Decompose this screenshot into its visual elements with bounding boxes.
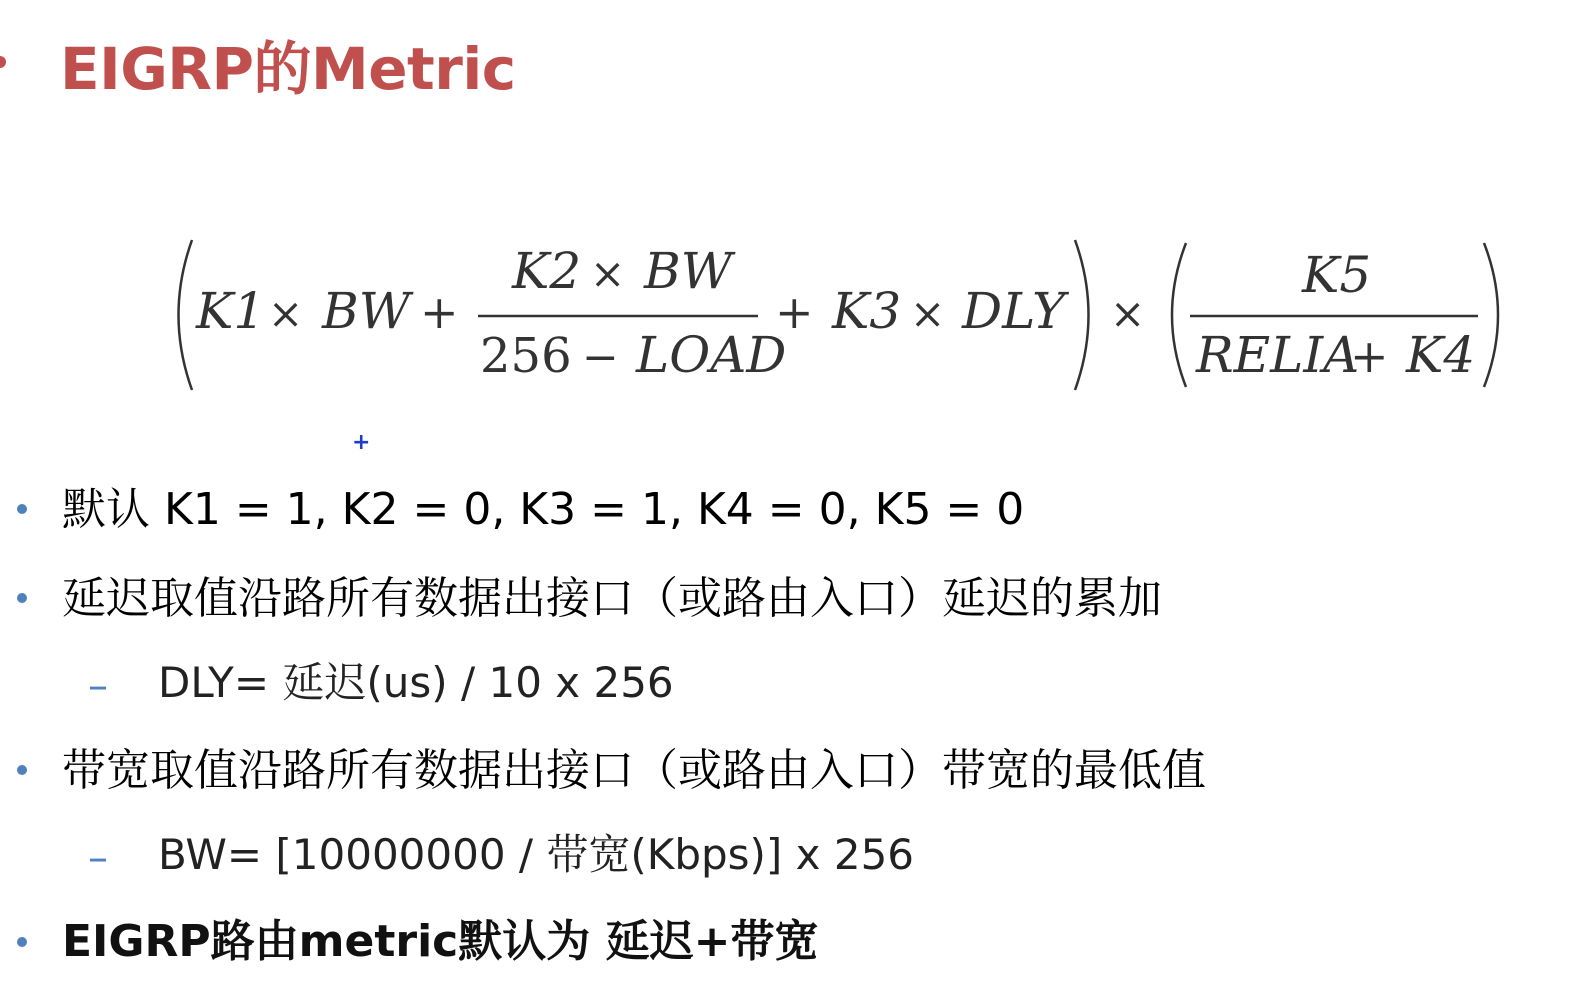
plus-1: + xyxy=(420,285,459,339)
bullet-dot-1 xyxy=(17,504,27,514)
minus-1: − xyxy=(582,332,619,383)
term-k3: K3 xyxy=(832,282,902,340)
bullet-bandwidth-desc: 带宽取值沿路所有数据出接口（或路由入口）带宽的最低值 xyxy=(62,745,1206,796)
times-1: × xyxy=(268,289,304,338)
plus-3: + xyxy=(1350,329,1389,383)
num-k2: K2 xyxy=(512,242,582,300)
sub-dash-1: – xyxy=(88,663,108,709)
sub-dly-formula: DLY= 延迟(us) / 10 x 256 xyxy=(158,658,674,707)
num-k5: K5 xyxy=(1302,246,1372,304)
bullet-dot-3 xyxy=(17,765,27,775)
bullet-default-k: 默认 K1 = 1, K2 = 0, K3 = 1, K4 = 0, K5 = 0 xyxy=(62,484,1025,535)
bullet-default-metric: EIGRP路由metric默认为 延迟+带宽 xyxy=(62,916,819,967)
slide-title: EIGRP的Metric xyxy=(60,35,516,103)
term-dly: DLY xyxy=(962,282,1066,340)
sub-dash-2: – xyxy=(88,835,108,881)
sub-bw-formula: BW= [10000000 / 带宽(Kbps)] x 256 xyxy=(158,830,915,879)
right-paren-2 xyxy=(1484,243,1498,387)
plus-2: + xyxy=(775,285,814,339)
den-256: 256 xyxy=(480,328,572,384)
den-k4: K4 xyxy=(1406,326,1476,384)
bullet-dot-4 xyxy=(17,937,27,947)
metric-formula xyxy=(0,0,1584,420)
left-paren-1 xyxy=(179,240,193,390)
num-bw: BW xyxy=(644,242,733,300)
times-3: × xyxy=(910,289,946,338)
times-2: × xyxy=(590,249,626,298)
den-load: LOAD xyxy=(636,326,787,384)
den-relia: RELIA xyxy=(1196,326,1360,384)
term-bw: BW xyxy=(322,282,411,340)
term-k1: K1 xyxy=(196,282,266,340)
times-4: × xyxy=(1110,289,1146,338)
bullet-dot-2 xyxy=(17,593,27,603)
right-paren-1 xyxy=(1075,240,1089,390)
left-paren-2 xyxy=(1172,243,1186,387)
cursor-plus-mark: + xyxy=(352,430,371,455)
bullet-delay-desc: 延迟取值沿路所有数据出接口（或路由入口）延迟的累加 xyxy=(62,573,1162,624)
